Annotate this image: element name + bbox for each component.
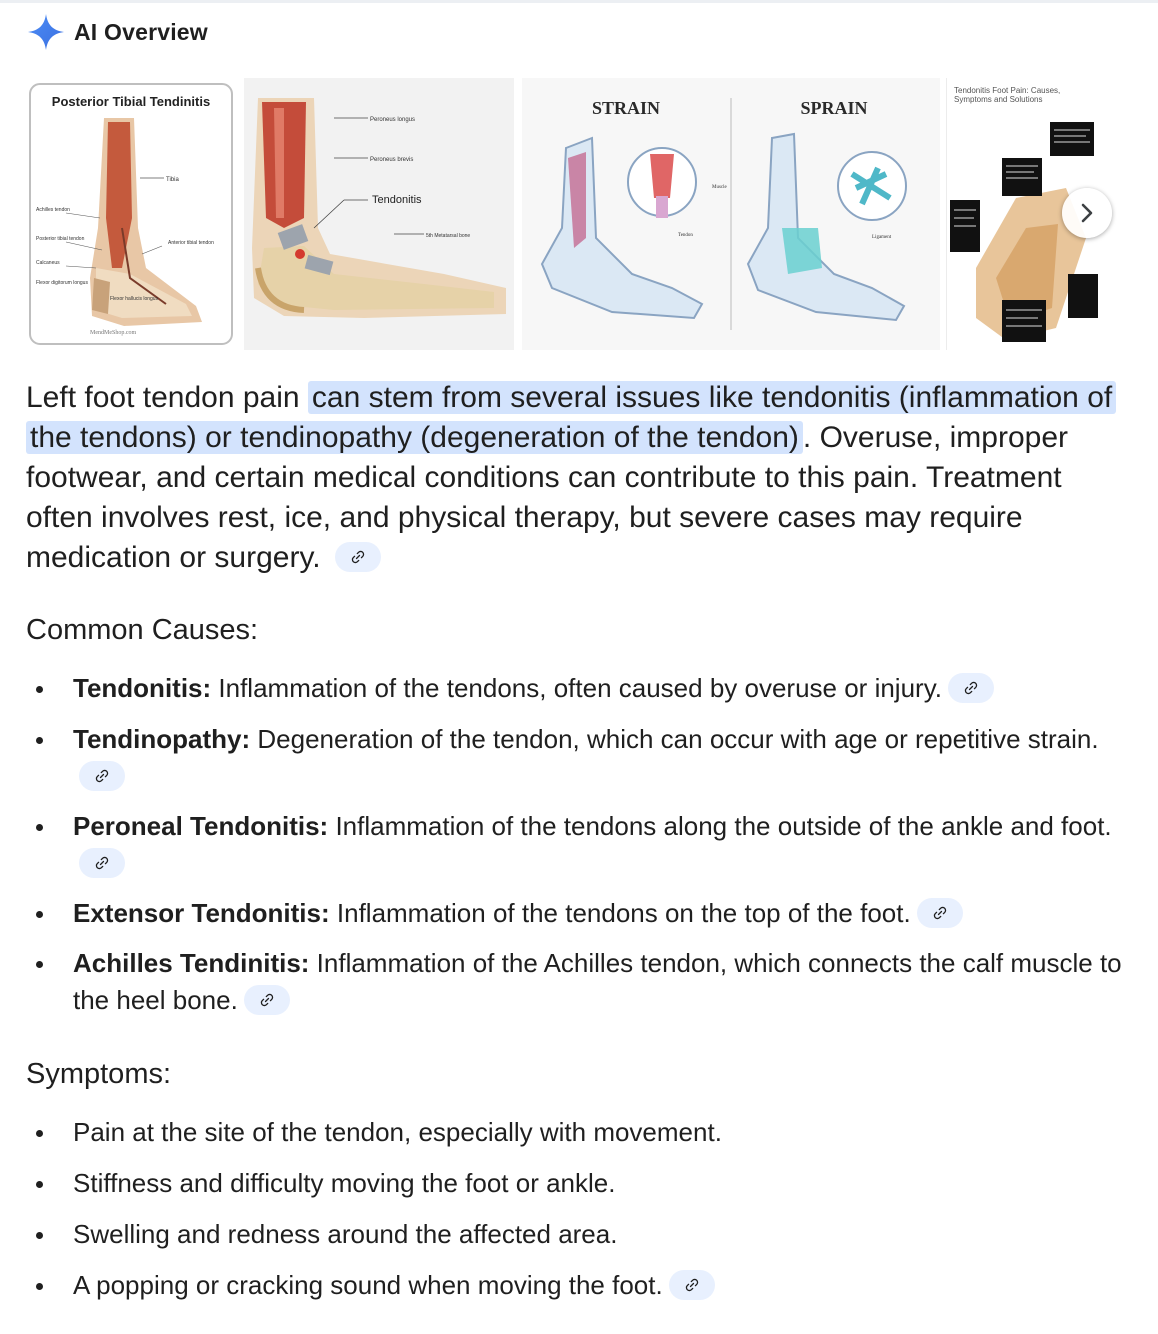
summary-highlight[interactable]: can stem from several issues like tendonitis (inflammation of the tendons) or tendinopathy (degeneration of the tendon) [26,381,1116,454]
ai-overview-header [26,12,208,52]
link-icon [932,905,948,921]
source-link-chip[interactable] [948,673,994,703]
image-gallery [26,78,1100,350]
ai-overview-title: AI Overview [74,18,208,45]
image-label: Peroneus brevis [370,157,414,163]
list-item [26,945,1126,1019]
image-label: Peroneus longus [370,117,416,123]
image-label: Flexor digitorum longus [36,280,88,286]
source-link-chip[interactable] [335,542,381,572]
image-credit: MendMeShop.com [90,330,137,336]
strain-title: STRAIN [591,98,661,118]
link-icon [94,768,110,784]
source-link-chip[interactable] [244,985,290,1015]
symptoms-list [26,1114,1126,1304]
list-item [26,670,1126,707]
symptom-text: Stiffness and difficulty moving the foot or ankle. [73,1168,616,1198]
overview-summary [26,378,1136,578]
cause-text: Inflammation of the Achilles tendon, which connects the calf muscle to the heel bone. [73,948,1122,1015]
summary-lead: Left foot tendon pain [26,381,308,414]
link-icon [259,992,275,1008]
gallery-image-tendonitis-foot[interactable] [244,78,514,350]
gallery-image-posterior-tibial[interactable] [26,78,236,350]
cause-term: Peroneal Tendonitis: [73,811,329,841]
cause-term: Achilles Tendinitis: [73,948,310,978]
cause-term: Tendonitis: [73,673,212,703]
list-item [26,1165,1126,1202]
cause-text: Inflammation of the tendons, often caused by overuse or injury. [211,673,942,703]
list-item [26,721,1126,795]
link-icon [94,855,110,871]
cause-text: Inflammation of the tendons on the top of the foot. [329,898,911,928]
image-label: Achilles tendon [36,207,70,213]
link-icon [963,680,979,696]
sprain-title: SPRAIN [800,98,868,118]
causes-list [26,670,1126,1019]
link-icon [350,549,366,565]
image-label: Tendonitis [372,194,422,206]
cause-text: Inflammation of the tendons along the outside of the ankle and foot. [328,811,1112,841]
symptoms-heading: Symptoms: [26,1058,172,1090]
symptom-text: A popping or cracking sound when moving the foot. [73,1270,663,1300]
image-label: Ligament [872,235,892,240]
link-icon [684,1277,700,1293]
list-item [26,808,1126,882]
image-label: Muscle [712,185,727,190]
source-link-chip[interactable] [669,1270,715,1300]
source-link-chip[interactable] [79,761,125,791]
image-label: 5th Metatarsal bone [426,233,471,239]
chevron-right-icon [1076,202,1098,224]
cause-term: Extensor Tendonitis: [73,898,330,928]
cause-text: Degeneration of the tendon, which can occur with age or repetitive strain. [250,724,1099,754]
source-link-chip[interactable] [79,848,125,878]
image-label: Tendon [678,233,693,238]
summary-rest: . Overuse, improper footwear, and certain medical conditions can contribute to this pain. Treatment often involves rest, ice, and physical therapy, but severe cases may require medication or surgery. [26,421,1068,574]
image-label: Posterior tibial tendon [36,236,85,242]
gallery-next-button[interactable] [1062,188,1112,238]
gallery-image-strain-sprain[interactable] [522,78,940,350]
symptom-text: Swelling and redness around the affected area. [73,1219,618,1249]
list-item [26,1267,1126,1304]
image-label: Calcaneus [36,260,60,266]
image-label: Flexor hallucis longus [110,296,159,302]
top-divider [0,0,1158,3]
image-title: Posterior Tibial Tendinitis [51,94,211,109]
causes-heading: Common Causes: [26,614,259,646]
symptom-text: Pain at the site of the tendon, especially with movement. [73,1117,722,1147]
sparkle-icon [26,12,66,52]
source-link-chip[interactable] [917,898,963,928]
list-item [26,1216,1126,1253]
list-item [26,895,1126,932]
image-title: Tendonitis Foot Pain: Causes, Symptoms and Solutions [954,86,1061,104]
image-label: Tibia [166,177,179,183]
list-item [26,1114,1126,1151]
cause-term: Tendinopathy: [73,724,251,754]
image-label: Anterior tibial tendon [168,240,214,246]
